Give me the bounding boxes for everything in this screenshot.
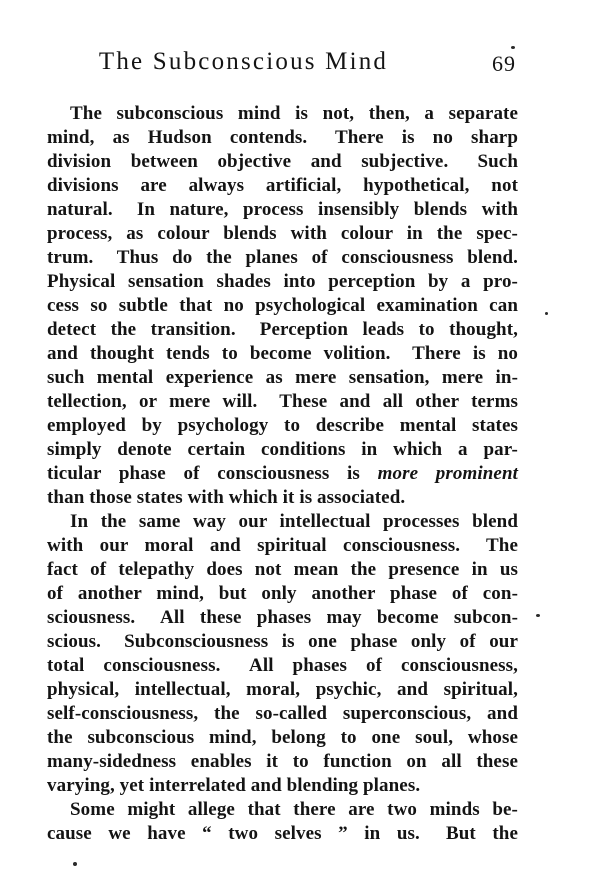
text-segment: simply denote certain conditions in which a par-	[47, 439, 518, 460]
text-line	[47, 318, 518, 342]
text-segment: ticular phase of consciousness is	[47, 463, 378, 484]
scan-speck	[536, 614, 540, 617]
text-line	[47, 270, 518, 294]
text-line	[47, 246, 518, 270]
text-segment: cess so subtle that no psychological examination can	[47, 295, 518, 316]
text-line	[47, 726, 518, 750]
text-block	[47, 102, 518, 846]
text-segment: such mental experience as mere sensation, mere in-	[47, 367, 518, 388]
text-segment: tellection, or mere will. These and all other terms	[47, 391, 518, 412]
scan-speck	[511, 46, 515, 49]
text-segment: with our moral and spiritual consciousness. The	[47, 535, 518, 556]
text-line	[47, 654, 518, 678]
text-segment: mind, as Hudson contends. There is no sharp	[47, 127, 518, 148]
text-segment: In the same way our intellectual processes blend	[70, 511, 518, 532]
text-segment: Physical sensation shades into perception by a pro-	[47, 271, 518, 292]
text-segment: division between objective and subjective. Such	[47, 151, 518, 172]
text-line	[47, 774, 518, 798]
text-line	[47, 486, 518, 510]
text-line	[47, 174, 518, 198]
text-line	[47, 822, 518, 846]
text-line	[47, 678, 518, 702]
text-line	[47, 534, 518, 558]
text-line	[47, 150, 518, 174]
text-segment: Some might allege that there are two minds be-	[70, 799, 518, 820]
text-line	[47, 630, 518, 654]
text-line	[47, 510, 518, 534]
text-segment: sciousness. All these phases may become subcon-	[47, 607, 518, 628]
text-segment: process, as colour blends with colour in the spec-	[47, 223, 518, 244]
text-segment: many-sidedness enables it to function on all these	[47, 751, 518, 772]
text-segment: scious. Subconsciousness is one phase only of our	[47, 631, 518, 652]
text-line	[47, 102, 518, 126]
text-segment: trum. Thus do the planes of consciousness blend.	[47, 247, 518, 268]
text-line	[47, 438, 518, 462]
text-line	[47, 126, 518, 150]
text-segment: varying, yet interrelated and blending planes.	[47, 775, 421, 796]
text-line	[47, 702, 518, 726]
text-segment: divisions are always artificial, hypothetical, not	[47, 175, 518, 196]
text-line	[47, 582, 518, 606]
text-segment: cause we have “ two selves ” in us. But the	[47, 823, 518, 844]
text-line	[47, 222, 518, 246]
emphasized-text: more prominent	[377, 463, 518, 484]
text-segment: the subconscious mind, belong to one soul, whose	[47, 727, 518, 748]
page-number: 69	[492, 51, 516, 76]
text-line	[47, 798, 518, 822]
scan-speck	[545, 312, 548, 315]
text-line	[47, 366, 518, 390]
text-segment: of another mind, but only another phase of con-	[47, 583, 518, 604]
text-line	[47, 558, 518, 582]
text-segment: total consciousness. All phases of consciousness,	[47, 655, 518, 676]
text-segment: fact of telepathy does not mean the presence in us	[47, 559, 518, 580]
text-segment: detect the transition. Perception leads to thought,	[47, 319, 518, 340]
text-line	[47, 294, 518, 318]
text-line	[47, 198, 518, 222]
text-segment: The subconscious mind is not, then, a separate	[70, 103, 518, 124]
text-segment: employed by psychology to describe mental states	[47, 415, 518, 436]
scan-speck	[73, 862, 77, 866]
text-line	[47, 750, 518, 774]
text-segment: natural. In nature, process insensibly blends with	[47, 199, 518, 220]
text-segment: self-consciousness, the so-called superconscious, and	[47, 703, 518, 724]
text-segment: and thought tends to become volition. There is no	[47, 343, 518, 364]
text-line	[47, 606, 518, 630]
page-title: The Subconscious Mind	[98, 48, 389, 75]
text-segment: than those states with which it is associated.	[47, 487, 406, 508]
text-segment: physical, intellectual, moral, psychic, and spiritual,	[47, 679, 518, 700]
running-header	[47, 48, 518, 80]
text-line	[47, 462, 518, 486]
text-line	[47, 414, 518, 438]
text-line	[47, 342, 518, 366]
text-line	[47, 390, 518, 414]
